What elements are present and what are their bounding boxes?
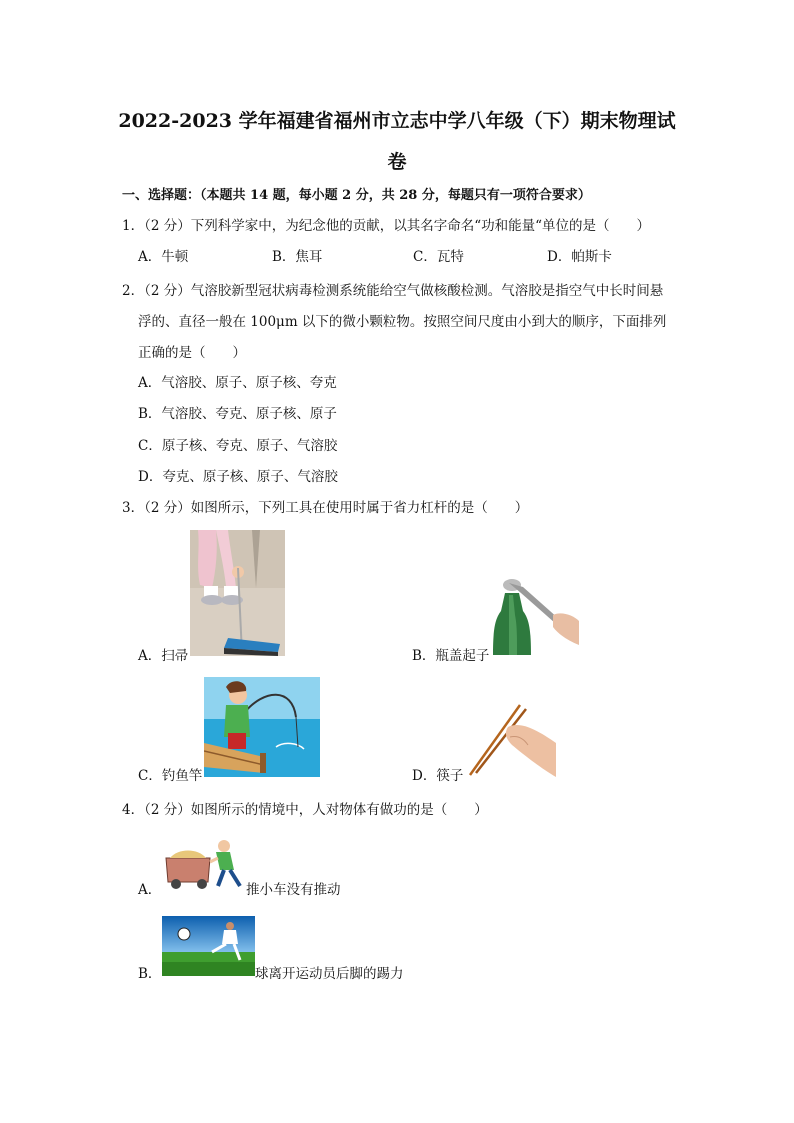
q2-option-a: A．气溶胶、原子、原子核、夸克 xyxy=(138,375,337,391)
q2-option-c: C．原子核、夸克、原子、气溶胶 xyxy=(138,438,338,454)
q2-option-d: D．夸克、原子核、原子、气溶胶 xyxy=(138,469,338,485)
q3-option-c: C．钓鱼竿 xyxy=(138,768,203,784)
q1-option-d: D．帕斯卡 xyxy=(547,249,612,265)
question-3-stem: 3．（2 分）如图所示，下列工具在使用时属于省力杠杆的是（ ） xyxy=(122,500,529,516)
question-1-stem: 1．（2 分）下列科学家中，为纪念他的贡献，以其名字命名“功和能量“单位的是（ ） xyxy=(122,218,651,234)
question-2-stem-line2: 浮的、直径一般在 100μm 以下的微小颗粒物。按照空间尺度由小到大的顺序，下面排列 xyxy=(138,314,667,330)
question-2-stem-line1: 2．（2 分）气溶胶新型冠状病毒检测系统能给空气做核酸检测。气溶胶是指空气中长时间悬 xyxy=(122,283,664,299)
document-title-line2: 卷 xyxy=(387,151,407,173)
football-kick-photo xyxy=(162,916,255,976)
q1-option-c: C．瓦特 xyxy=(413,249,464,265)
broom-photo xyxy=(190,530,285,656)
q4-option-a-prefix: A． xyxy=(138,882,162,898)
chopsticks-photo xyxy=(466,703,556,777)
q2-option-b: B．气溶胶、夸克、原子核、原子 xyxy=(138,406,337,422)
cart-pushing-illustration xyxy=(162,836,246,892)
q4-option-b-prefix: B． xyxy=(138,966,162,982)
q4-option-a-text: 推小车没有推动 xyxy=(246,882,341,898)
bottle-opener-photo xyxy=(493,575,579,655)
q4-option-b-text: 球离开运动员后脚的踢力 xyxy=(255,966,404,982)
question-2-stem-line3: 正确的是（ ） xyxy=(138,345,246,361)
q3-option-a: A．扫帚 xyxy=(138,648,189,664)
q3-option-d: D．筷子 xyxy=(412,768,464,784)
q1-option-b: B．焦耳 xyxy=(272,249,323,265)
q3-option-b: B．瓶盖起子 xyxy=(412,648,490,664)
section-heading: 一、选择题：（本题共 14 题，每小题 2 分，共 28 分，每题只有一项符合要求） xyxy=(122,188,591,203)
fishing-rod-illustration xyxy=(204,677,320,777)
document-title-line1: 2022-2023 学年福建省福州市立志中学八年级（下）期末物理试 xyxy=(118,110,676,132)
question-4-stem: 4．（2 分）如图所示的情境中，人对物体有做功的是（ ） xyxy=(122,802,488,818)
q1-option-a: A．牛顿 xyxy=(138,249,189,265)
